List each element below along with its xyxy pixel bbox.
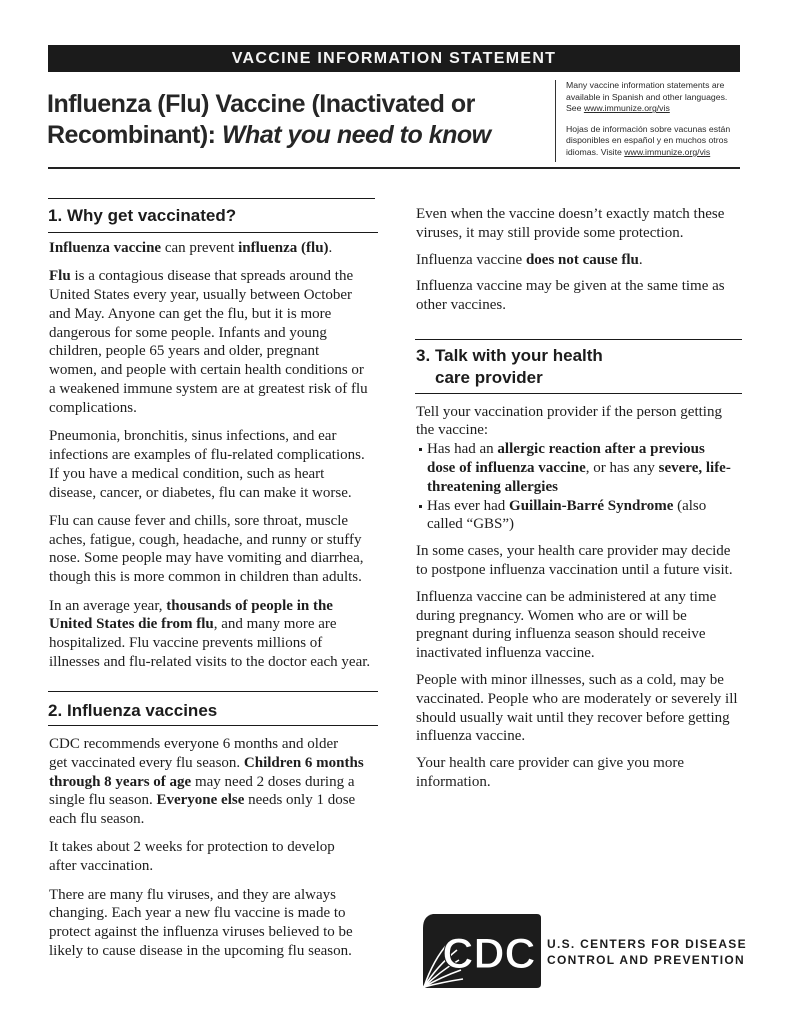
text-run: influenza vaccine. bbox=[416, 728, 526, 745]
bold-text: through 8 years of age bbox=[49, 773, 192, 790]
section-number: 1. bbox=[48, 206, 63, 225]
text-run: In an average year, bbox=[49, 597, 167, 614]
text-line bbox=[416, 561, 738, 580]
info-english bbox=[566, 80, 730, 115]
text-run: In some cases, your health care provider may decide bbox=[416, 543, 731, 560]
text-run: Flu can cause fever and chills, sore throat, muscle bbox=[49, 512, 349, 529]
logo-lettering: CDC bbox=[442, 930, 536, 978]
text-run: changing. Each year a new flu vaccine is made to bbox=[49, 905, 346, 922]
text-run: can prevent bbox=[161, 240, 239, 256]
cdc-caption bbox=[547, 936, 747, 968]
title-line-1: Influenza (Flu) Vaccine (Inactivated or bbox=[47, 90, 475, 118]
text-line bbox=[49, 735, 364, 754]
info-link-line bbox=[566, 147, 730, 159]
text-run: If you have a medical condition, such as heart bbox=[49, 465, 325, 482]
text-line bbox=[416, 690, 738, 709]
text-line bbox=[427, 497, 738, 516]
text-run: is a contagious disease that spreads around the bbox=[70, 268, 354, 285]
text-run: should usually wait until they recover before getting bbox=[416, 709, 730, 726]
banner-text: VACCINE INFORMATION STATEMENT bbox=[231, 50, 557, 67]
header-divider bbox=[48, 167, 740, 169]
paragraph bbox=[416, 754, 738, 792]
text-run: a weakened immune system are at greatest risk of flu bbox=[49, 381, 368, 398]
bold-text: Influenza vaccine bbox=[49, 240, 162, 256]
info-link-line bbox=[566, 103, 730, 115]
text-run: nose. Some people may have vomiting and diarrhea, bbox=[49, 550, 364, 567]
text-run: needs only 1 dose bbox=[244, 792, 356, 809]
text-run: women, and people with certain health conditions or bbox=[49, 362, 364, 379]
text-run: viruses, it may still provide some protection. bbox=[416, 224, 684, 241]
text-run: called “GBS”) bbox=[427, 516, 515, 533]
text-run: People with minor illnesses, such as a cold, may be bbox=[416, 671, 724, 688]
text-run: Has had an bbox=[427, 441, 498, 458]
text-line bbox=[49, 549, 370, 568]
bullet-item bbox=[416, 440, 738, 496]
section1-heading bbox=[48, 205, 236, 227]
text-run: during pregnancy. Women who are or will be bbox=[416, 607, 687, 624]
section2-body bbox=[49, 735, 364, 961]
section-title bbox=[67, 700, 217, 722]
text-run: CDC recommends everyone 6 months and older bbox=[49, 736, 339, 752]
text-run: inactivated influenza vaccine. bbox=[416, 645, 595, 662]
text-line bbox=[49, 239, 370, 258]
text-line bbox=[49, 810, 364, 829]
info-text: See bbox=[566, 103, 584, 114]
paragraph bbox=[416, 251, 725, 270]
paragraph bbox=[49, 512, 370, 587]
text-run: . bbox=[638, 251, 643, 268]
paragraph bbox=[416, 542, 738, 580]
text-line bbox=[49, 886, 364, 905]
text-line bbox=[416, 644, 738, 663]
text-line bbox=[49, 324, 370, 343]
text-line bbox=[49, 465, 370, 484]
info-text: available in Spanish and other languages. bbox=[566, 91, 728, 102]
title-subtitle: What you need to know bbox=[221, 121, 491, 149]
text-run: , or has any bbox=[585, 459, 659, 476]
text-run: Your health care provider can give you more bbox=[416, 755, 684, 772]
section-title bbox=[67, 205, 236, 227]
text-line bbox=[49, 615, 370, 634]
document-title bbox=[47, 89, 491, 151]
paragraph bbox=[49, 597, 370, 672]
section-rule bbox=[48, 232, 378, 233]
text-line bbox=[416, 588, 738, 607]
info-text: disponibles en español y en muchos otros bbox=[566, 135, 728, 146]
text-line bbox=[49, 399, 370, 418]
text-run: Influenza vaccine bbox=[416, 251, 526, 268]
text-line bbox=[427, 478, 738, 497]
text-run: after vaccination. bbox=[49, 858, 154, 875]
text-line bbox=[49, 904, 364, 923]
text-line bbox=[49, 754, 364, 773]
paragraph bbox=[416, 671, 738, 746]
language-info bbox=[555, 80, 730, 162]
paragraph bbox=[49, 735, 364, 829]
text-run: information. bbox=[416, 773, 491, 790]
text-run: Influenza vaccine can be administered at any time bbox=[416, 588, 717, 605]
text-line bbox=[416, 773, 738, 792]
paragraph bbox=[416, 588, 738, 663]
text-run: There are many flu viruses, and they are always bbox=[49, 886, 336, 903]
text-run: children, people 65 years and older, pregnant bbox=[49, 343, 320, 360]
text-line bbox=[49, 427, 370, 446]
text-run: dangerous for some people. Infants and young bbox=[49, 324, 327, 341]
text-run: United States every year, usually between October bbox=[49, 287, 353, 304]
bold-text: does not cause flu bbox=[525, 251, 639, 268]
text-line bbox=[49, 568, 370, 587]
text-line bbox=[49, 634, 370, 653]
info-text: Many vaccine information statements are bbox=[566, 80, 725, 90]
section-title bbox=[435, 345, 603, 389]
text-line bbox=[416, 224, 725, 243]
immunize-link[interactable]: www.immunize.org/vis bbox=[583, 103, 670, 114]
text-run: Pneumonia, bronchitis, sinus infections, and ear bbox=[49, 428, 337, 445]
text-line bbox=[427, 515, 738, 534]
text-line bbox=[416, 754, 738, 773]
text-run: the vaccine: bbox=[416, 422, 489, 439]
section-title-line: Talk with your health bbox=[435, 346, 603, 365]
text-run: Influenza vaccine may be given at the same time as bbox=[416, 278, 725, 295]
bold-text: dose of influenza vaccine bbox=[427, 459, 586, 476]
text-run: single flu season. bbox=[49, 792, 157, 809]
text-run: other vaccines. bbox=[416, 297, 506, 314]
text-line bbox=[416, 205, 725, 224]
section-title-line: Why get vaccinated? bbox=[67, 206, 237, 225]
bold-text: thousands of people in the bbox=[166, 597, 333, 614]
text-line bbox=[427, 440, 738, 459]
section3-heading bbox=[416, 345, 603, 389]
paragraph bbox=[416, 205, 725, 243]
text-run: likely to cause disease in the upcoming flu season. bbox=[49, 942, 352, 959]
section3-body bbox=[416, 403, 738, 792]
section-title-line: care provider bbox=[435, 368, 543, 387]
title-line-2 bbox=[47, 120, 491, 151]
text-run: (also bbox=[673, 497, 707, 514]
section1-body bbox=[49, 239, 370, 672]
text-line bbox=[49, 923, 364, 942]
text-line bbox=[49, 484, 370, 503]
text-line bbox=[427, 459, 738, 478]
section3-paragraphs bbox=[416, 542, 738, 792]
section2-heading bbox=[48, 700, 217, 722]
text-line bbox=[49, 446, 370, 465]
section-title-line: Influenza vaccines bbox=[67, 701, 218, 720]
paragraph bbox=[49, 886, 364, 961]
text-run: though this is more common in children than adults. bbox=[49, 569, 362, 586]
bold-text: allergic reaction after a previous bbox=[497, 441, 705, 458]
text-line bbox=[416, 251, 725, 270]
text-run: to postpone influenza vaccination until a future visit. bbox=[416, 561, 733, 578]
section3-bullets bbox=[416, 440, 738, 534]
text-line bbox=[49, 597, 370, 616]
info-text: Hojas de información sobre vacunas están bbox=[566, 123, 731, 134]
text-run: complications. bbox=[49, 399, 137, 416]
text-line bbox=[49, 380, 370, 399]
bold-text: Children 6 months bbox=[243, 754, 364, 771]
text-run: vaccinated. People who are moderately or severely ill bbox=[416, 690, 738, 707]
paragraph bbox=[49, 267, 370, 417]
section-rule bbox=[48, 691, 378, 692]
bold-text: Flu bbox=[49, 268, 71, 285]
text-run: Even when the vaccine doesn’t exactly match these bbox=[416, 206, 725, 222]
text-line bbox=[49, 773, 364, 792]
text-line bbox=[49, 267, 370, 286]
bold-text: severe, life- bbox=[658, 459, 731, 476]
bold-text: United States die from flu bbox=[49, 616, 214, 633]
text-line bbox=[49, 531, 370, 550]
text-line bbox=[49, 838, 364, 857]
text-run: hospitalized. Flu vaccine prevents millions of bbox=[49, 635, 323, 652]
text-run: Tell your vaccination provider if the person getting bbox=[416, 403, 722, 420]
immunize-link[interactable]: www.immunize.org/vis bbox=[624, 146, 711, 157]
paragraph bbox=[49, 838, 364, 876]
text-run: get vaccinated every flu season. bbox=[49, 754, 244, 771]
section-rule bbox=[415, 339, 742, 340]
text-run: each flu season. bbox=[49, 811, 145, 828]
text-line bbox=[416, 403, 738, 422]
text-line bbox=[49, 857, 364, 876]
section-rule bbox=[48, 725, 378, 726]
text-run: aches, fatigue, cough, headache, and runny or stuffy bbox=[49, 531, 362, 548]
text-line bbox=[49, 286, 370, 305]
text-run: illnesses and flu-related visits to the doctor each year. bbox=[49, 653, 371, 670]
info-spanish bbox=[566, 124, 730, 159]
text-line bbox=[416, 296, 725, 315]
text-run: pregnant during influenza season should receive bbox=[416, 626, 706, 643]
text-line bbox=[416, 671, 738, 690]
title-vaccine-type: Recombinant): bbox=[47, 121, 222, 149]
text-line bbox=[416, 542, 738, 561]
bold-text: threatening allergies bbox=[427, 478, 558, 495]
text-run: . bbox=[328, 240, 333, 256]
text-line bbox=[416, 709, 738, 728]
text-run: Has ever had bbox=[427, 497, 510, 514]
paragraph bbox=[49, 427, 370, 502]
text-line bbox=[49, 305, 370, 324]
text-line bbox=[49, 942, 364, 961]
text-run: protect against the influenza viruses believed to be bbox=[49, 924, 353, 941]
section-rule bbox=[415, 393, 742, 394]
paragraph bbox=[49, 239, 370, 258]
text-line bbox=[49, 512, 370, 531]
text-run: It takes about 2 weeks for protection to develop bbox=[49, 839, 335, 856]
org-name-line-2: CONTROL AND PREVENTION bbox=[547, 953, 745, 967]
section2-body-continued bbox=[416, 205, 725, 315]
bold-text: Guillain-Barré Syndrome bbox=[509, 497, 674, 514]
text-line bbox=[416, 277, 725, 296]
text-line bbox=[49, 791, 364, 810]
text-run: disease, cancer, or diabetes, flu can make it worse. bbox=[49, 484, 352, 501]
text-run: and May. Anyone can get the flu, but it is more bbox=[49, 305, 332, 322]
section-number: 3. bbox=[416, 346, 431, 365]
section-number: 2. bbox=[48, 701, 63, 720]
text-line bbox=[49, 342, 370, 361]
bold-text: Everyone else bbox=[156, 792, 245, 809]
text-line bbox=[416, 625, 738, 644]
info-text: idiomas. Visite bbox=[566, 146, 625, 157]
text-line bbox=[49, 361, 370, 380]
vis-banner bbox=[48, 45, 740, 72]
text-line bbox=[416, 607, 738, 626]
text-run: infections are examples of flu-related complications. bbox=[49, 446, 365, 463]
bold-text: influenza (flu) bbox=[238, 240, 329, 256]
bullet-item bbox=[416, 497, 738, 535]
text-line bbox=[49, 653, 370, 672]
section3-intro bbox=[416, 403, 738, 441]
text-line bbox=[416, 421, 738, 440]
section-rule bbox=[48, 198, 375, 199]
cdc-logo bbox=[423, 914, 541, 988]
text-line bbox=[416, 727, 738, 746]
text-run: , and many more are bbox=[213, 616, 337, 633]
org-name-line-1: U.S. CENTERS FOR DISEASE bbox=[547, 937, 747, 951]
paragraph bbox=[416, 277, 725, 315]
text-run: may need 2 doses during a bbox=[191, 773, 355, 790]
